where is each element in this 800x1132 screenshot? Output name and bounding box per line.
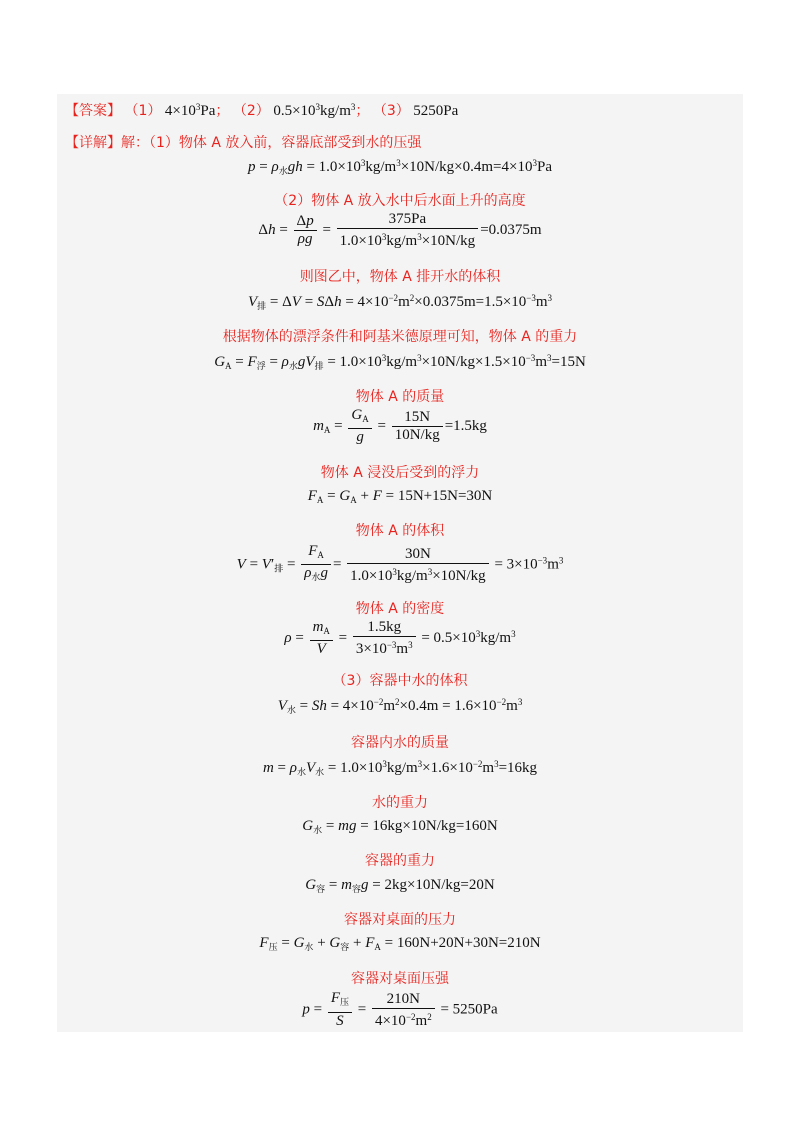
answer-line <box>65 100 458 120</box>
answer-label: 【答案】 <box>65 103 121 119</box>
detail-intro: （1）物体 A 放入前，容器底部受到水的压强 <box>149 135 422 151</box>
heading-14: 容器对桌面压强 <box>351 971 449 987</box>
formula-12: $G_容 = m_容g = 2kg\times 10N/kg=20N$ <box>305 877 495 895</box>
heading-13: 容器对桌面的压力 <box>344 912 456 928</box>
formula-1: $p = \rho_水gh = 1.0\times 10^3kg/m^3\times 10N/kg\times 0.4m=4\times 10^3Pa$ <box>248 158 552 177</box>
detail-line <box>65 132 421 152</box>
answer-sep1: ； <box>215 103 230 119</box>
formula-11: $G_水$ = mg = 16kg×10N/kg=160N <box>302 818 498 836</box>
heading-6: 物体 A 浸没后受到的浮力 <box>320 465 480 481</box>
heading-4: 根据物体的漂浮条件和阿基米德原理可知，物体 A 的重力 <box>222 329 578 345</box>
heading-9: （3）容器中水的体积 <box>332 673 468 689</box>
formula-8: ρ = $\frac{m_A}{V}$ = $\frac{1.5kg}{3\times 10^{-3}m^3}$ = $0.5\times 10^3kg/m^3$ <box>284 619 516 657</box>
heading-8: 物体 A 的密度 <box>355 601 445 617</box>
answer-sep2: ； <box>355 103 370 119</box>
heading-2: （2）物体 A 放入水中后水面上升的高度 <box>274 193 526 209</box>
heading-7: 物体 A 的体积 <box>355 523 445 539</box>
answer-part1-value: $4\times 10^3Pa$ <box>164 102 216 119</box>
answer-part3-value: 5250Pa <box>413 103 459 119</box>
answer-part2-marker: （2） <box>232 103 270 119</box>
formula-2: Δh = $\frac{\Delta p}{\rho g}$ = $\frac{375Pa}{1.0\times 10^3kg/m^3\times 10N/kg}$ =0.0375m <box>258 211 542 249</box>
heading-5: 物体 A 的质量 <box>355 389 445 405</box>
formula-7: $V = V'_排$ = $\frac{F_A}{\rho_水g}$ = $\frac{30N}{1.0\times 10^3kg/m^3\times 10N/kg}$ = $3\times 10^{-3}m^3$ <box>236 543 564 584</box>
answer-part1-marker: （1） <box>124 103 162 119</box>
formula-3: $V_排 = \Delta V = S\Delta h = 4\times 10^{-2}m^2\times 0.0375m=1.5\times 10^{-3}m^3$ <box>247 293 553 312</box>
formula-14: p = $\frac{F_压}{S}$ = $\frac{210N}{4\times 10^{-2}m^2}$ = 5250Pa <box>302 990 498 1029</box>
formula-13: $F_压 = G_水 + G_容 + F_A = 160N+20N+30N=210N$ <box>259 935 541 953</box>
heading-3: 则图乙中，物体 A 排开水的体积 <box>299 269 501 285</box>
heading-11: 水的重力 <box>372 795 428 811</box>
formula-4: $G_A = F_浮 = \rho_水gV_排 = 1.0\times 10^3kg/m^3\times 10N/kg\times 1.5\times 10^{-3}m^3=15N$ <box>214 353 586 372</box>
formula-5: $m_A$ = $\frac{G_A}{g}$ = $\frac{15N}{10N/kg}$ =1.5kg <box>313 407 487 445</box>
answer-part2-value: $0.5\times 10^3kg/m^3$ <box>273 102 356 119</box>
detail-jie: 解： <box>121 135 149 151</box>
answer-part3-marker: （3） <box>372 103 410 119</box>
formula-9: $V_水 = Sh = 4\times 10^{-2}m^2\times 0.4m = 1.6\times 10^{-2}m^3$ <box>277 697 523 716</box>
formula-6: $F_A = G_A + F = 15N+15N=30N$ <box>307 488 493 505</box>
solution-panel <box>57 94 743 1032</box>
detail-label: 【详解】 <box>65 135 121 151</box>
formula-10: $m = \rho_水V_水 = 1.0\times 10^3kg/m^3\times 1.6\times 10^{-2}m^3=16kg$ <box>262 759 538 778</box>
heading-10: 容器内水的质量 <box>351 735 449 751</box>
heading-12: 容器的重力 <box>365 853 435 869</box>
